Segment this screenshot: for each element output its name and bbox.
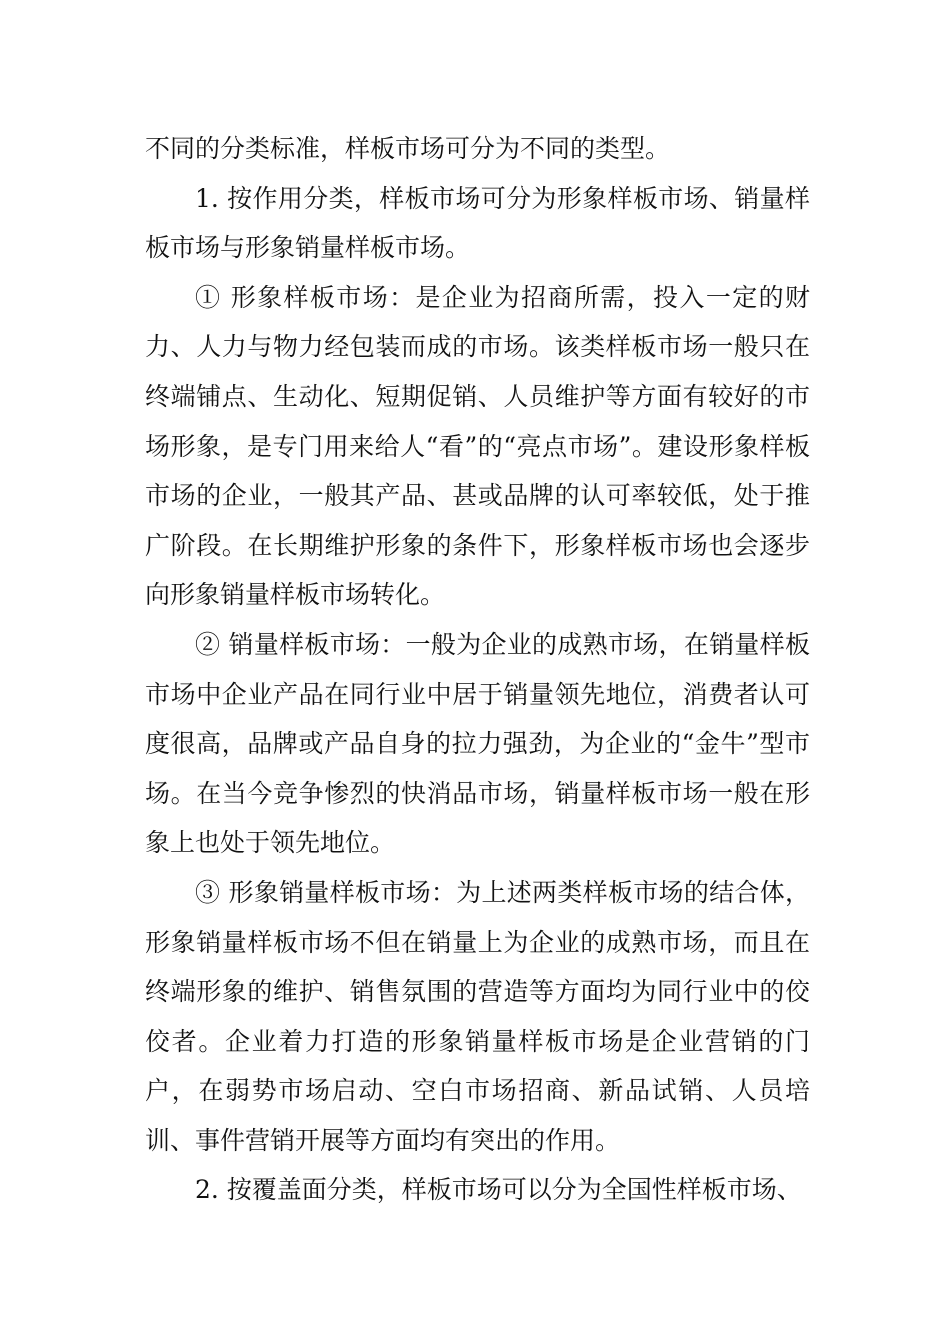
paragraph-continuation: 不同的分类标准，样板市场可分为不同的类型。 <box>145 134 671 163</box>
paragraph-image-sales-sample-market: ③ 形象销量样板市场：为上述两类样板市场的结合体，形象销量样板市场不但在销量上为企业的成熟市场，而且在终端形象的维护、销售氛围的营造等方面均为同行业中的佼佼者。企业着力打造的形象销量样板市场是企业营销的门户，在弱势市场启动、空白市场招商、新品试销、人员培训、事件营销开展等方面均有突出的作用。 <box>145 877 810 1155</box>
paragraph-classification-by-coverage: 2. 按覆盖面分类，样板市场可以分为全国性样板市场、 <box>195 1175 802 1205</box>
paragraph-image-sample-market: ① 形象样板市场：是企业为招商所需，投入一定的财力、人力与物力经包装而成的市场。该类样板市场一般只在终端铺点、生动化、短期促销、人员维护等方面有较好的市场形象，是专门用来给人“看”的“亮点市场”。建设形象样板市场的企业，一般其产品、甚或品牌的认可率较低，处于推广阶段。在长期维护形象的条件下，形象样板市场也会逐步向形象销量样板市场转化。 <box>145 282 810 610</box>
paragraph-sales-sample-market: ② 销量样板市场：一般为企业的成熟市场，在销量样板市场中企业产品在同行业中居于销量领先地位，消费者认可度很高，品牌或产品自身的拉力强劲，为企业的“金牛”型市场。在当今竞争惨烈的快消品市场，销量样板市场一般在形象上也处于领先地位。 <box>145 629 810 858</box>
document-body <box>145 124 810 1215</box>
paragraph-classification-by-function: 1. 按作用分类，样板市场可分为形象样板市场、销量样板市场与形象销量样板市场。 <box>145 183 810 263</box>
